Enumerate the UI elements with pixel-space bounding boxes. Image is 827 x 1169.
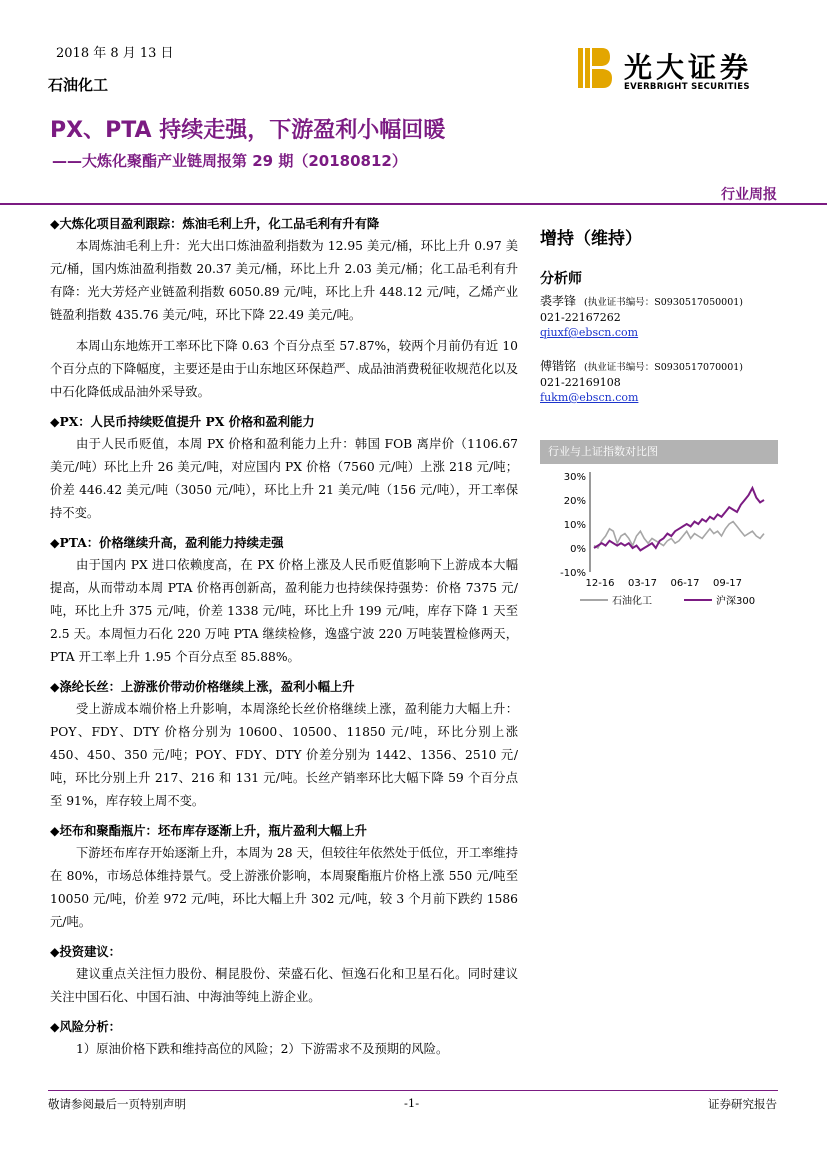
x-tick-label: 12-16 xyxy=(585,578,615,589)
section-heading xyxy=(50,1015,518,1038)
x-tick-label: 06-17 xyxy=(670,578,700,589)
footer-divider xyxy=(48,1090,778,1091)
section-heading-text: 风险分析： xyxy=(59,1019,121,1034)
rating-label: 增持（维持） xyxy=(540,229,642,249)
section-heading-text: 坯布和聚酯瓶片：坯布库存逐渐上升，瓶片盈利大幅上升 xyxy=(59,823,367,838)
report-section xyxy=(50,1015,518,1061)
analyst-card xyxy=(540,359,743,405)
section-paragraph: 受上游成本端价格上升影响，本周涤纶长丝价格继续上涨，盈利能力大幅上升：POY、FDY、DTY 价格分别为 10600、10500、11850 元/吨，环比分别上涨 450、450、350 元/吨；POY、FDY、DTY 价差分别为 1442、1356、2510 元/吨，环比分别上升 217、216 和 131 元/吨。长丝产销率环比大幅下降 59 个百分点至 91%，库存较上周不变。 xyxy=(50,702,518,808)
y-tick-label: 0% xyxy=(570,544,586,555)
section-heading xyxy=(50,531,518,554)
section-heading xyxy=(50,675,518,698)
x-tick-label: 03-17 xyxy=(627,578,658,589)
page-number: -1- xyxy=(404,1096,420,1110)
diamond-bullet-icon: ◆ xyxy=(50,216,60,231)
legend-label: 沪深300 xyxy=(716,596,756,607)
y-tick-label: 20% xyxy=(563,496,586,507)
header-divider xyxy=(0,203,827,205)
logo-mark-icon xyxy=(578,46,614,90)
section-paragraph: 本周山东地炼开工率环比下降 0.63 个百分点至 57.87%，较两个月前仍有近 10 个百分点的下降幅度，主要还是由于山东地区环保趋严、成品油消费税征收规范化以及中石化降低成品油外采导致。 xyxy=(50,339,518,399)
page-title: PX、PTA 持续走强，下游盈利小幅回暖 xyxy=(50,118,446,143)
diamond-bullet-icon: ◆ xyxy=(50,414,60,429)
y-tick-label: 30% xyxy=(563,472,586,483)
analyst-email-link[interactable]: qiuxf@ebscn.com xyxy=(540,326,639,339)
section-paragraph: 由于人民币贬值，本周 PX 价格和盈利能力上升：韩国 FOB 离岸价（1106.67 美元/吨）环比上升 26 美元/吨，对应国内 PX 价格（7560 元/吨）上涨 218 元/吨；价差 446.42 美元/吨（3050 元/吨），环比上升 21 美元/吨（156 元/吨），开工率保持不变。 xyxy=(50,437,518,520)
analyst-cert: (执业证书编号：S0930517050001) xyxy=(584,297,744,308)
diamond-bullet-icon: ◆ xyxy=(50,679,60,694)
y-tick-label: 10% xyxy=(563,520,586,531)
section-heading xyxy=(50,940,518,963)
section-heading-text: 涤纶长丝：上游涨价带动价格继续上涨，盈利小幅上升 xyxy=(59,679,355,694)
report-section xyxy=(50,819,518,934)
page-subtitle: ——大炼化聚酯产业链周报第 29 期（20180812） xyxy=(52,152,407,170)
report-section xyxy=(50,212,518,404)
section-heading xyxy=(50,212,518,235)
diamond-bullet-icon: ◆ xyxy=(50,535,60,550)
analyst-phone: 021-22169108 xyxy=(540,376,621,389)
footer-report-label: 证券研究报告 xyxy=(708,1097,777,1111)
chart-plot xyxy=(540,466,778,618)
diamond-bullet-icon: ◆ xyxy=(50,1019,60,1034)
company-logo xyxy=(578,46,778,94)
x-tick-label: 09-17 xyxy=(712,578,743,589)
section-heading-text: 投资建议： xyxy=(59,944,121,959)
report-section xyxy=(50,531,518,669)
logo-text-cn: 光大证券 xyxy=(624,51,753,84)
report-type-label: 行业周报 xyxy=(721,187,777,203)
analyst-name: 傅锴铭 xyxy=(540,359,577,373)
diamond-bullet-icon: ◆ xyxy=(50,823,60,838)
section-paragraph: 1）原油价格下跌和维持高位的风险；2）下游需求不及预期的风险。 xyxy=(76,1042,449,1056)
report-section xyxy=(50,675,518,813)
section-paragraph: 建议重点关注恒力股份、桐昆股份、荣盛石化、恒逸石化和卫星石化。同时建议关注中国石化、中国石油、中海油等纯上游企业。 xyxy=(50,967,518,1004)
section-heading-text: PTA：价格继续升高，盈利能力持续走强 xyxy=(59,535,284,550)
analyst-email-link[interactable]: fukm@ebscn.com xyxy=(540,391,639,404)
analyst-cert: (执业证书编号：S0930517070001) xyxy=(584,362,744,373)
analyst-heading: 分析师 xyxy=(540,271,582,287)
sector-label: 石油化工 xyxy=(48,76,109,94)
section-paragraph: 下游坯布库存开始逐渐上升，本周为 28 天，但较往年依然处于低位，开工率维持在 80%，市场总体维持景气。受上游涨价影响，本周聚酯瓶片价格上涨 550 元/吨至 10050 元/吨，价差 972 元/吨，环比大幅上升 302 元/吨，较 3 个月前下跌约 1586 元/吨。 xyxy=(50,846,518,929)
analyst-card xyxy=(540,294,743,340)
chart-title: 行业与上证指数对比图 xyxy=(540,440,778,464)
analyst-name: 裘孝锋 xyxy=(540,294,577,308)
section-heading xyxy=(50,819,518,842)
report-date: 2018 年 8 月 13 日 xyxy=(56,46,174,61)
section-paragraph: 本周炼油毛利上升：光大出口炼油盈利指数为 12.95 美元/桶，环比上升 0.97 美元/桶，国内炼油盈利指数 20.37 美元/桶，环比上升 2.03 美元/桶；化工品毛利有升有降：光大芳烃产业链盈利指数 6050.89 元/吨，环比上升 448.12 元/吨，乙烯产业链盈利指数 435.76 美元/吨，环比下降 22.49 美元/吨。 xyxy=(50,239,518,322)
logo-text-en: EVERBRIGHT SECURITIES xyxy=(624,82,750,92)
y-tick-label: -10% xyxy=(560,568,586,579)
report-body xyxy=(50,212,518,1067)
section-heading xyxy=(50,410,518,433)
report-section xyxy=(50,410,518,525)
footer-disclaimer: 敬请参阅最后一页特别声明 xyxy=(48,1097,186,1111)
analyst-phone: 021-22167262 xyxy=(540,311,621,324)
section-paragraph: 由于国内 PX 进口依赖度高，在 PX 价格上涨及人民币贬值影响下上游成本大幅提高，从而带动本周 PTA 价格再创新高，盈利能力也持续保持强势：价格 7375 元/吨，环比上升 375 元/吨，价差 1338 元/吨，环比上升 199 元/吨，库存下降 1 天至 2.5 天。本周恒力石化 220 万吨 PTA 继续检修，逸盛宁波 220 万吨装置检修两天，PTA 开工率上升 1.95 个百分点至 85.88%。 xyxy=(50,558,518,664)
legend-label: 石油化工 xyxy=(612,596,652,607)
index-comparison-chart xyxy=(540,440,778,618)
section-heading-text: PX：人民币持续贬值提升 PX 价格和盈利能力 xyxy=(59,414,315,429)
diamond-bullet-icon: ◆ xyxy=(50,944,60,959)
section-heading-text: 大炼化项目盈利跟踪：炼油毛利上升，化工品毛利有升有降 xyxy=(59,216,380,231)
report-section xyxy=(50,940,518,1009)
